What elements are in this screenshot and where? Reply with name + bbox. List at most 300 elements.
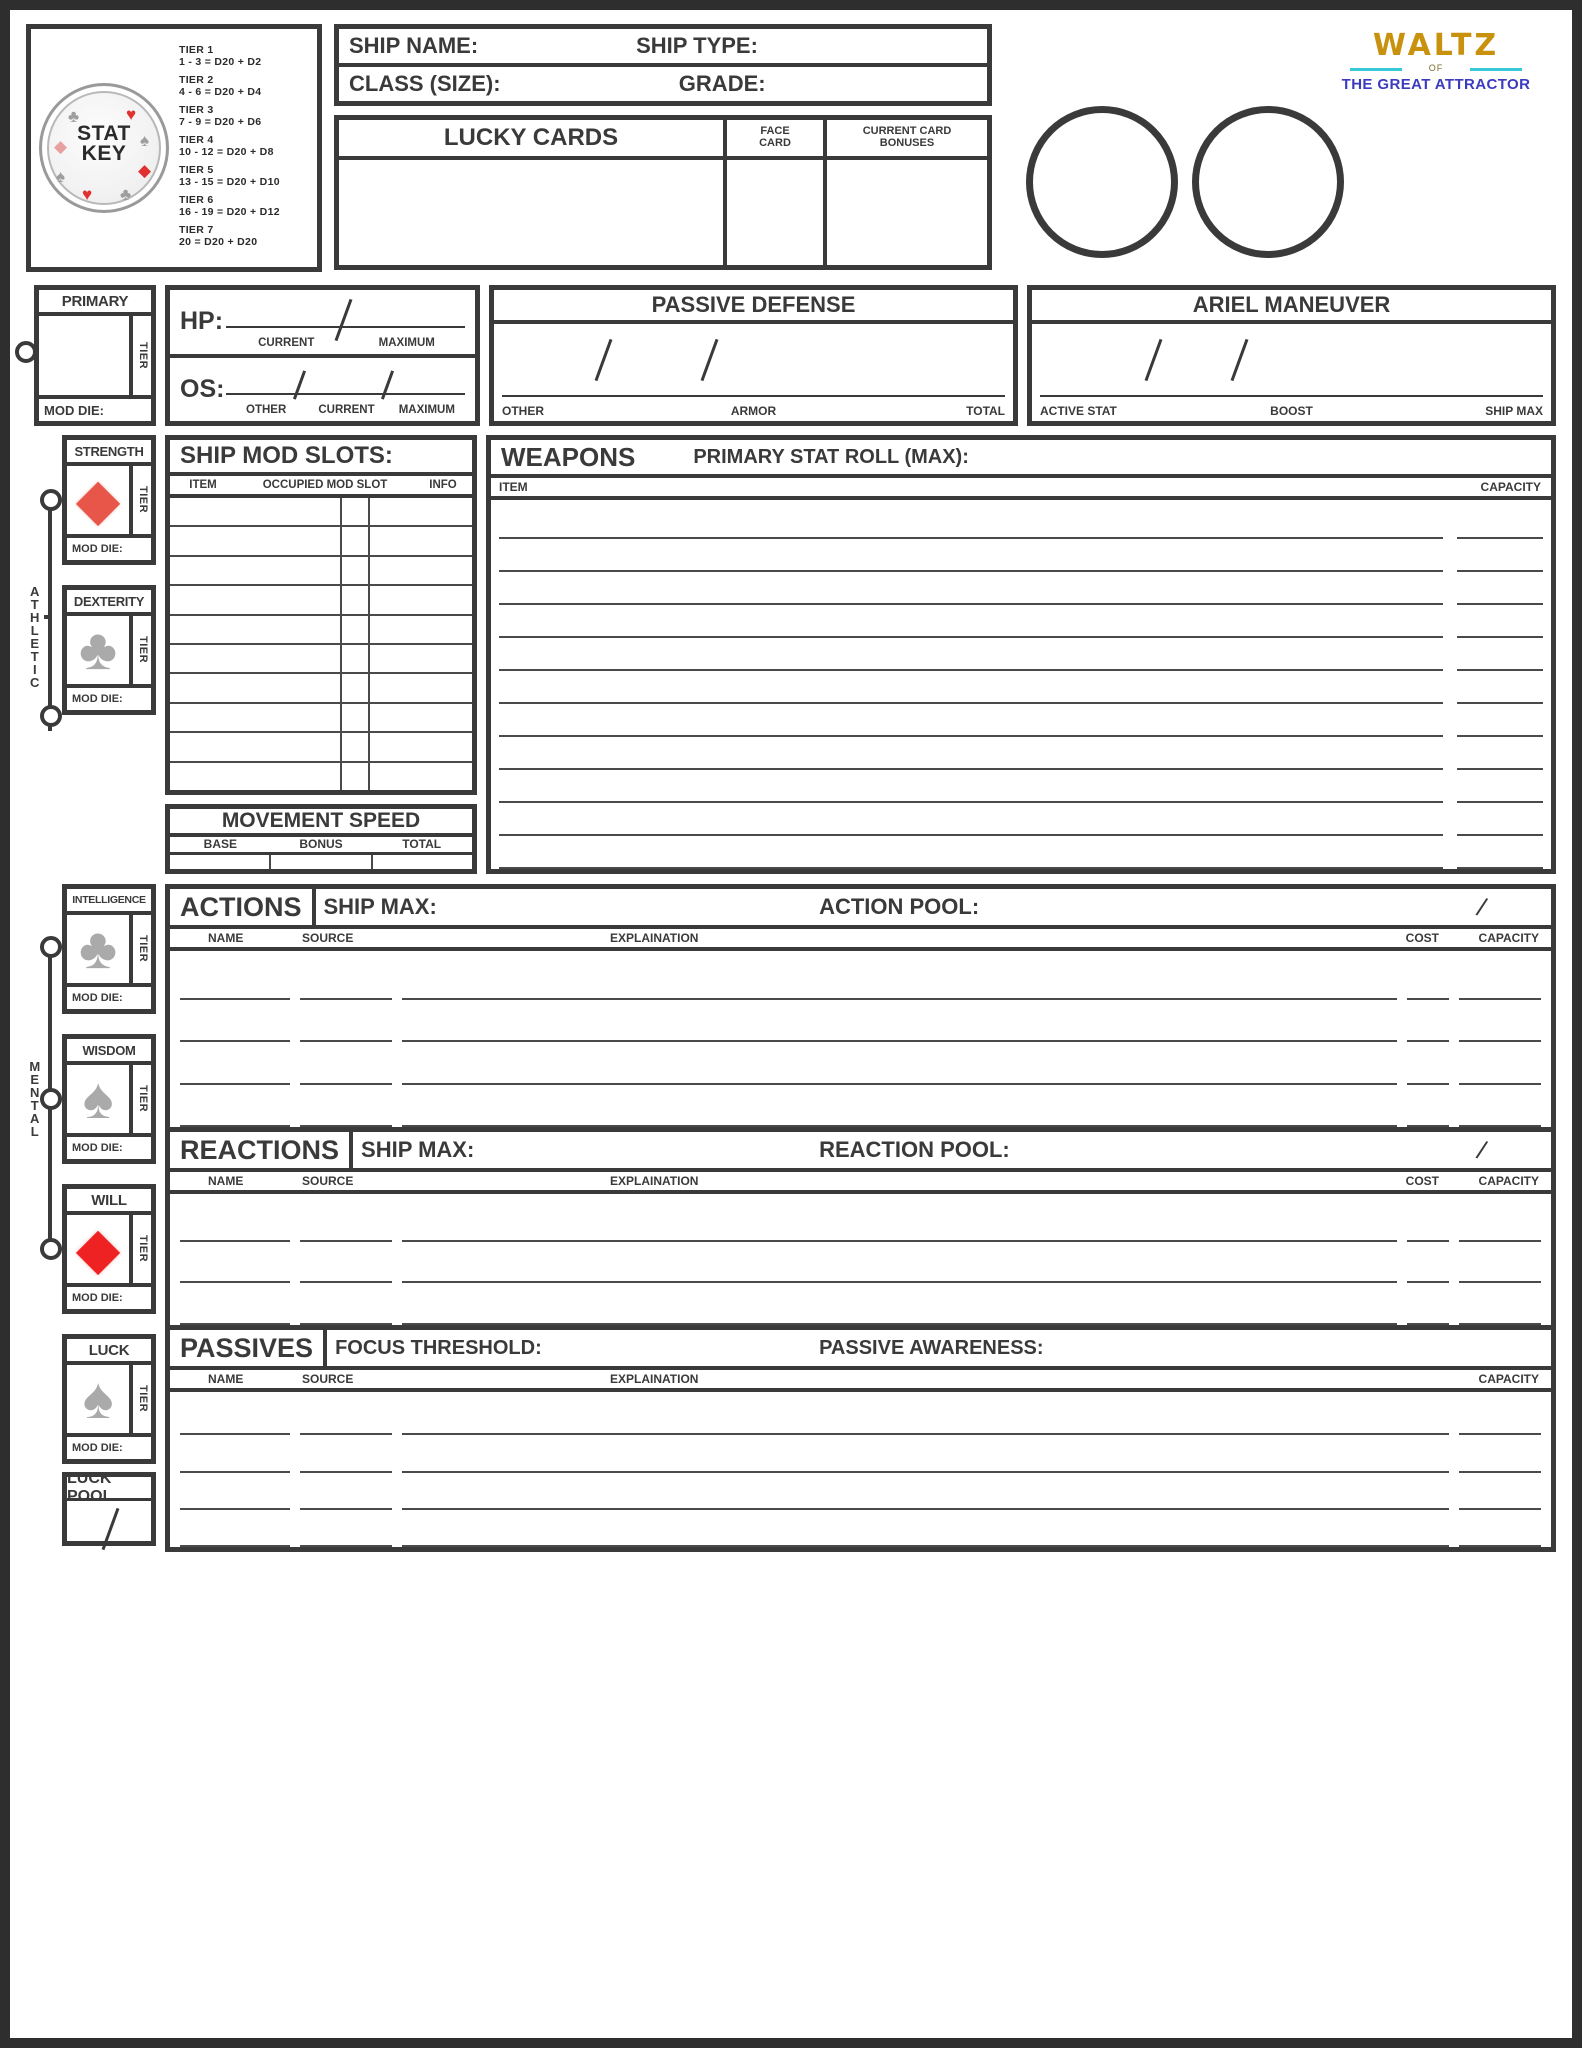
- action-pool-slash: /: [1473, 891, 1490, 922]
- mod-cell-item[interactable]: [170, 527, 342, 554]
- reactions-col-cost: COST: [1405, 1174, 1439, 1188]
- logo-of: OF: [1322, 63, 1550, 73]
- weapons-col-item: ITEM: [499, 480, 528, 494]
- spade-outline-icon: ♠: [56, 167, 66, 186]
- card-bonuses-header: [827, 120, 987, 156]
- table-row[interactable]: [499, 671, 1543, 704]
- ariel-ship-max-label: SHIP MAX: [1485, 404, 1544, 418]
- intelligence-field[interactable]: [67, 915, 129, 983]
- mod-cell-slot[interactable]: [342, 527, 370, 554]
- will-tier-field[interactable]: [129, 1215, 151, 1283]
- table-row[interactable]: [499, 803, 1543, 836]
- mod-col-item: ITEM: [189, 479, 217, 491]
- defense-armor-label: ARMOR: [730, 404, 777, 418]
- table-row[interactable]: [499, 572, 1543, 605]
- identity-column: [334, 24, 992, 270]
- token-circle-right[interactable]: [1192, 106, 1344, 258]
- token-circle-left[interactable]: [1026, 106, 1178, 258]
- mod-slots-columns: [170, 476, 472, 498]
- os-rule: [226, 393, 465, 395]
- primary-stat-box: [34, 285, 156, 426]
- passive-awareness-label[interactable]: PASSIVE AWARENESS:: [819, 1336, 1044, 1359]
- reactions-header: [170, 1132, 1551, 1172]
- luck-name: LUCK: [67, 1339, 151, 1365]
- os-label: OS:: [180, 374, 225, 403]
- luck-tier-label: TIER: [136, 1385, 149, 1413]
- tier-value: 7 - 9 = D20 + D6: [179, 116, 262, 128]
- actions-col-capacity: CAPACITY: [1478, 931, 1539, 945]
- reactions-title: REACTIONS: [170, 1132, 353, 1168]
- mod-cell-item[interactable]: [170, 704, 342, 731]
- passive-name-line[interactable]: [180, 1545, 290, 1547]
- ariel-slash-1: [1145, 339, 1163, 381]
- mod-col-info: INFO: [429, 479, 457, 491]
- mod-cell-slot[interactable]: [342, 645, 370, 672]
- ship-name-row[interactable]: [339, 29, 987, 67]
- actions-col-name: NAME: [208, 931, 244, 945]
- hp-current-label: CURRENT: [258, 336, 315, 349]
- mod-col-occupied: OCCUPIED MOD SLOT: [262, 479, 388, 491]
- primary-mod-die[interactable]: MOD DIE:: [39, 395, 151, 421]
- weapons-rows: [491, 500, 1551, 869]
- waltz-logo: [1322, 28, 1550, 93]
- spade-club-icon: ♠: [82, 1366, 114, 1431]
- reactions-columns: [170, 1172, 1551, 1194]
- actions-col-cost: COST: [1405, 931, 1439, 945]
- os-row[interactable]: [170, 358, 475, 422]
- bottom-band: [26, 884, 1556, 1552]
- os-current-label: CURRENT: [318, 404, 375, 416]
- reactions-col-explaination: EXPLAINATION: [610, 1174, 699, 1188]
- wisdom-tier-field[interactable]: [129, 1065, 151, 1133]
- table-row[interactable]: [180, 1000, 1541, 1043]
- lucky-cards-field[interactable]: [339, 160, 727, 265]
- passives-header: [170, 1330, 1551, 1370]
- will-body: [67, 1215, 151, 1283]
- club-icon: ♣: [78, 617, 118, 682]
- face-card-header: [727, 120, 827, 156]
- luck-pool-panel: [62, 1469, 156, 1546]
- face-card-line2: CARD: [759, 137, 791, 149]
- middle-band: [26, 435, 1556, 875]
- mod-cell-info[interactable]: [370, 645, 472, 672]
- strength-name: STRENGTH: [67, 440, 151, 466]
- heart-outline-icon: ♥: [82, 185, 93, 204]
- mod-cell-item[interactable]: [170, 733, 342, 760]
- weapons-header: [491, 440, 1551, 478]
- ship-mod-slots-title: SHIP MOD SLOTS:: [170, 440, 472, 476]
- ariel-sublabels: [1040, 404, 1543, 418]
- mod-cell-info[interactable]: [370, 586, 472, 613]
- action-pool-label[interactable]: ACTION POOL:: [819, 894, 980, 919]
- wisdom-field[interactable]: [67, 1065, 129, 1133]
- table-row[interactable]: [180, 1242, 1541, 1284]
- luck-mod-die[interactable]: MOD DIE:: [67, 1433, 151, 1459]
- actions-title: ACTIONS: [170, 889, 316, 925]
- passive-capacity-line[interactable]: [1459, 1545, 1541, 1547]
- reactions-section: [170, 1127, 1551, 1325]
- luck-box: [62, 1334, 156, 1464]
- logo-wordmark: WALTZ: [1372, 28, 1500, 63]
- passives-rows: [170, 1392, 1551, 1547]
- passives-col-explaination: EXPLAINATION: [610, 1372, 699, 1386]
- ariel-maneuver-panel: [1027, 285, 1556, 426]
- actions-header: [170, 889, 1551, 929]
- mod-cell-info[interactable]: [370, 557, 472, 584]
- intelligence-box: [62, 884, 156, 1014]
- dexterity-node: [40, 705, 62, 727]
- reaction-pool-label[interactable]: REACTION POOL:: [819, 1137, 1010, 1162]
- dexterity-name: DEXTERITY: [67, 590, 151, 616]
- strength-node: [40, 489, 62, 511]
- primary-tier-field[interactable]: [129, 316, 151, 395]
- mod-cell-slot[interactable]: [342, 733, 370, 760]
- actions-col-source: SOURCE: [302, 931, 354, 945]
- mod-cell-item[interactable]: [170, 674, 342, 701]
- movement-speed-panel: [165, 804, 477, 874]
- hp-slash: [335, 299, 353, 341]
- defense-slash-1: [595, 339, 613, 381]
- wisdom-box: [62, 1034, 156, 1164]
- intelligence-tier-field[interactable]: [129, 915, 151, 983]
- dexterity-mod-die[interactable]: MOD DIE:: [67, 684, 151, 710]
- reactions-col-source: SOURCE: [302, 1174, 354, 1188]
- wisdom-tier-label: TIER: [136, 1085, 149, 1113]
- ship-identity-panel: [334, 24, 992, 106]
- weapon-capacity-line[interactable]: [1457, 867, 1543, 869]
- ariel-maneuver-body[interactable]: [1032, 324, 1551, 421]
- table-row[interactable]: [170, 733, 472, 762]
- heart-icon: ♥: [126, 105, 137, 124]
- club-gray-icon: ♣: [120, 185, 132, 204]
- ariel-slash-2: [1231, 339, 1249, 381]
- class-grade-row[interactable]: [339, 67, 987, 101]
- reactions-rows: [170, 1194, 1551, 1325]
- wisdom-name: WISDOM: [67, 1039, 151, 1065]
- stat-key-title-line2: KEY: [81, 141, 127, 165]
- grade-label: GRADE:: [678, 71, 766, 96]
- tier-label: TIER 2: [179, 74, 214, 86]
- movement-speed-columns: [170, 837, 472, 855]
- mental-group-label: M E N T A L: [29, 1059, 41, 1139]
- tier-value: 1 - 3 = D20 + D2: [179, 56, 262, 68]
- intelligence-body: [67, 915, 151, 983]
- card-bonuses-field[interactable]: [827, 160, 987, 265]
- weapons-panel: [486, 435, 1556, 874]
- tier-label: TIER 5: [179, 164, 214, 176]
- table-row[interactable]: [180, 1200, 1541, 1242]
- mod-cell-info[interactable]: [370, 527, 472, 554]
- mod-cell-slot[interactable]: [342, 586, 370, 613]
- passive-defense-title: PASSIVE DEFENSE: [494, 290, 1013, 324]
- ship-name-label: SHIP NAME:: [349, 33, 479, 58]
- defense-sublabels: [502, 404, 1005, 418]
- hp-os-panel: [165, 285, 480, 426]
- tier-entry: [179, 194, 280, 218]
- face-card-line1: FACE: [760, 125, 790, 138]
- ariel-active-stat-label: ACTIVE STAT: [1040, 404, 1117, 418]
- tier-value: 10 - 12 = D20 + D8: [179, 146, 274, 158]
- luck-field[interactable]: [67, 1365, 129, 1433]
- primary-stat-roll-label[interactable]: PRIMARY STAT ROLL (MAX):: [693, 445, 969, 468]
- movement-speed-body: [170, 855, 472, 869]
- weapons-title: WEAPONS: [501, 441, 636, 472]
- will-field[interactable]: [67, 1215, 129, 1283]
- intelligence-tier-label: TIER: [136, 935, 149, 963]
- face-card-field[interactable]: [727, 160, 827, 265]
- move-bonus-field[interactable]: [271, 855, 372, 869]
- spade-icon: ♠: [82, 1066, 114, 1131]
- stat-key-title: [42, 124, 166, 164]
- will-mod-die[interactable]: MOD DIE:: [67, 1283, 151, 1309]
- table-row[interactable]: [180, 1283, 1541, 1325]
- lucky-cards-panel: [334, 115, 992, 270]
- dexterity-tier-label: TIER: [136, 636, 149, 664]
- table-row[interactable]: [499, 638, 1543, 671]
- mod-slots-table: [170, 498, 472, 790]
- table-row[interactable]: [180, 1398, 1541, 1435]
- passives-col-name: NAME: [208, 1372, 244, 1386]
- tier-label: TIER 3: [179, 104, 214, 116]
- actions-section: [170, 889, 1551, 1127]
- tier-entry: [179, 224, 280, 248]
- weapons-col-capacity: CAPACITY: [1480, 480, 1541, 494]
- table-row[interactable]: [499, 836, 1543, 869]
- tier-value: 13 - 15 = D20 + D10: [179, 176, 280, 188]
- lucky-cards-title: LUCKY CARDS: [339, 120, 727, 156]
- focus-threshold-label[interactable]: FOCUS THRESHOLD:: [335, 1336, 542, 1359]
- abilities-panel: [165, 884, 1556, 1552]
- passives-col-capacity: CAPACITY: [1478, 1372, 1539, 1386]
- will-name: WILL: [67, 1189, 151, 1215]
- lucky-cards-body: [339, 160, 987, 265]
- mod-cell-item[interactable]: [170, 763, 342, 790]
- dexterity-field[interactable]: [67, 616, 129, 684]
- class-size-label: CLASS (SIZE):: [349, 71, 501, 96]
- emblem-logo-column: [1004, 24, 1556, 272]
- strength-field[interactable]: [67, 466, 129, 534]
- mod-cell-info[interactable]: [370, 733, 472, 760]
- card-bonuses-line2: BONUSES: [879, 137, 935, 149]
- tier-label: TIER 1: [179, 44, 214, 56]
- tier-label: TIER 4: [179, 134, 214, 146]
- tier-list: [179, 42, 280, 254]
- tier-entry: [179, 134, 280, 158]
- tier-entry: [179, 104, 280, 128]
- ariel-rule: [1040, 395, 1543, 397]
- mod-cell-info[interactable]: [370, 704, 472, 731]
- actions-columns: [170, 929, 1551, 951]
- mod-cell-slot[interactable]: [342, 704, 370, 731]
- primary-stat-node: [15, 341, 37, 363]
- mod-cell-info[interactable]: [370, 763, 472, 790]
- table-row[interactable]: [499, 605, 1543, 638]
- spade-icon: ♠: [140, 131, 150, 150]
- os-other-label: OTHER: [246, 404, 287, 416]
- table-row[interactable]: [180, 957, 1541, 1000]
- luck-pool-slash: [102, 1508, 120, 1550]
- stat-key-title-line1: STAT: [77, 122, 131, 145]
- strength-tier-field[interactable]: [129, 466, 151, 534]
- ariel-maneuver-title: ARIEL MANEUVER: [1032, 290, 1551, 324]
- defense-total-label: TOTAL: [966, 404, 1006, 418]
- strength-tier-label: TIER: [136, 486, 149, 514]
- weapon-item-line[interactable]: [499, 867, 1443, 869]
- passives-title: PASSIVES: [170, 1330, 327, 1366]
- top-band: [26, 24, 1556, 276]
- move-col-base: BASE: [203, 837, 237, 851]
- defense-slash-2: [701, 339, 719, 381]
- os-sublabels: [226, 404, 467, 416]
- athletic-stat-column: [26, 435, 156, 875]
- primary-stat-field[interactable]: [39, 316, 129, 395]
- strength-mod-die[interactable]: MOD DIE:: [67, 534, 151, 560]
- table-row[interactable]: [499, 539, 1543, 572]
- mod-cell-item[interactable]: [170, 645, 342, 672]
- movement-speed-title: MOVEMENT SPEED: [170, 809, 472, 837]
- table-row[interactable]: [170, 645, 472, 674]
- mod-cell-slot[interactable]: [342, 557, 370, 584]
- tier-value: 16 - 19 = D20 + D12: [179, 206, 280, 218]
- tier-label: TIER 6: [179, 194, 214, 206]
- table-row[interactable]: [180, 1510, 1541, 1547]
- primary-stat-wrap: [26, 285, 156, 426]
- athletic-group-label: A T H L E T I C: [30, 584, 40, 690]
- mod-cell-info[interactable]: [370, 498, 472, 525]
- table-row[interactable]: [499, 737, 1543, 770]
- table-row[interactable]: [180, 1473, 1541, 1510]
- tier-value: 20 = D20 + D20: [179, 236, 258, 248]
- mod-cell-info[interactable]: [370, 674, 472, 701]
- wisdom-body: [67, 1065, 151, 1133]
- table-row[interactable]: [170, 616, 472, 645]
- dexterity-box: [62, 585, 156, 715]
- mod-cell-slot[interactable]: [342, 763, 370, 790]
- table-row[interactable]: [180, 1085, 1541, 1128]
- red-diamond-icon: ◆: [138, 161, 152, 180]
- tier-entry: [179, 74, 280, 98]
- diamond-cluster-icon: ◆: [54, 137, 68, 156]
- luck-pool-title: LUCK POOL: [67, 1477, 151, 1501]
- lucky-cards-header: [339, 120, 987, 160]
- red-diamond-icon: ◆: [75, 1216, 121, 1281]
- passive-defense-body[interactable]: [494, 324, 1013, 421]
- spiral-club-icon: ♣: [78, 916, 118, 981]
- hp-maximum-label: MAXIMUM: [378, 336, 435, 349]
- reactions-col-name: NAME: [208, 1174, 244, 1188]
- table-row[interactable]: [499, 704, 1543, 737]
- mod-cell-item[interactable]: [170, 616, 342, 643]
- intelligence-name: INTELLIGENCE: [67, 889, 151, 915]
- mod-slots-column: [165, 435, 477, 875]
- hp-row[interactable]: [170, 290, 475, 358]
- ship-mod-slots-panel: [165, 435, 477, 795]
- reaction-pool-slash: /: [1473, 1134, 1490, 1165]
- os-maximum-label: MAXIMUM: [398, 404, 455, 416]
- passive-source-line[interactable]: [300, 1545, 392, 1547]
- intelligence-node: [40, 936, 62, 958]
- will-tier-label: TIER: [136, 1235, 149, 1263]
- table-row[interactable]: [180, 1042, 1541, 1085]
- passive-defense-panel: [489, 285, 1018, 426]
- mental-stat-column: [26, 884, 156, 1552]
- actions-rows: [170, 951, 1551, 1127]
- defense-rule: [502, 395, 1005, 397]
- tier-entry: [179, 44, 280, 68]
- athletic-bracket-stub: [44, 615, 52, 619]
- hp-label: HP:: [180, 307, 224, 336]
- hp-rule: [226, 326, 465, 328]
- luck-tier-field[interactable]: [129, 1365, 151, 1433]
- table-row[interactable]: [170, 527, 472, 556]
- strength-box: [62, 435, 156, 565]
- logo-subtitle: THE GREAT ATTRACTOR: [1341, 76, 1531, 93]
- primary-stat-body: [39, 316, 151, 395]
- mod-cell-slot[interactable]: [342, 674, 370, 701]
- stat-key-emblem: [39, 83, 169, 213]
- dexterity-tier-field[interactable]: [129, 616, 151, 684]
- table-row[interactable]: [499, 506, 1543, 539]
- actions-col-explaination: EXPLAINATION: [610, 931, 699, 945]
- will-box: [62, 1184, 156, 1314]
- hp-sublabels: [226, 337, 467, 349]
- mod-cell-slot[interactable]: [342, 498, 370, 525]
- luck-pool-field[interactable]: [67, 1501, 151, 1541]
- table-row[interactable]: [170, 674, 472, 703]
- table-row[interactable]: [170, 763, 472, 790]
- ship-type-label: SHIP TYPE:: [636, 33, 758, 58]
- mod-cell-slot[interactable]: [342, 616, 370, 643]
- tier-label: TIER 7: [179, 224, 214, 236]
- defense-other-label: OTHER: [502, 404, 544, 418]
- card-bonuses-line1: CURRENT CARD: [862, 125, 952, 138]
- table-row[interactable]: [170, 586, 472, 615]
- wisdom-mod-die[interactable]: MOD DIE:: [67, 1133, 151, 1159]
- tier-value: 4 - 6 = D20 + D4: [179, 86, 262, 98]
- primary-tier-label: TIER: [136, 341, 149, 370]
- passive-explaination-line[interactable]: [402, 1545, 1449, 1547]
- strength-body: [67, 466, 151, 534]
- intelligence-mod-die[interactable]: MOD DIE:: [67, 983, 151, 1009]
- tier-entry: [179, 164, 280, 188]
- move-total-field[interactable]: [373, 855, 472, 869]
- luck-body: [67, 1365, 151, 1433]
- primary-stat-name: PRIMARY: [39, 290, 151, 316]
- mod-cell-item[interactable]: [170, 498, 342, 525]
- reactions-ship-max-label[interactable]: SHIP MAX:: [361, 1137, 475, 1162]
- reactions-col-capacity: CAPACITY: [1478, 1174, 1539, 1188]
- table-row[interactable]: [170, 704, 472, 733]
- move-col-total: TOTAL: [402, 837, 442, 851]
- passives-col-source: SOURCE: [302, 1372, 354, 1386]
- actions-ship-max-label[interactable]: SHIP MAX:: [323, 894, 437, 919]
- vitals-band: [26, 285, 1556, 426]
- table-row[interactable]: [499, 770, 1543, 803]
- stat-key-panel: [26, 24, 322, 272]
- dexterity-body: [67, 616, 151, 684]
- mod-cell-info[interactable]: [370, 616, 472, 643]
- mod-cell-item[interactable]: [170, 586, 342, 613]
- table-row[interactable]: [180, 1435, 1541, 1472]
- will-node: [40, 1238, 62, 1260]
- passives-columns: [170, 1370, 1551, 1392]
- wisdom-node: [40, 1088, 62, 1110]
- table-row[interactable]: [170, 557, 472, 586]
- mod-cell-item[interactable]: [170, 557, 342, 584]
- move-base-field[interactable]: [170, 855, 271, 869]
- weapons-columns: [491, 478, 1551, 500]
- table-row[interactable]: [170, 498, 472, 527]
